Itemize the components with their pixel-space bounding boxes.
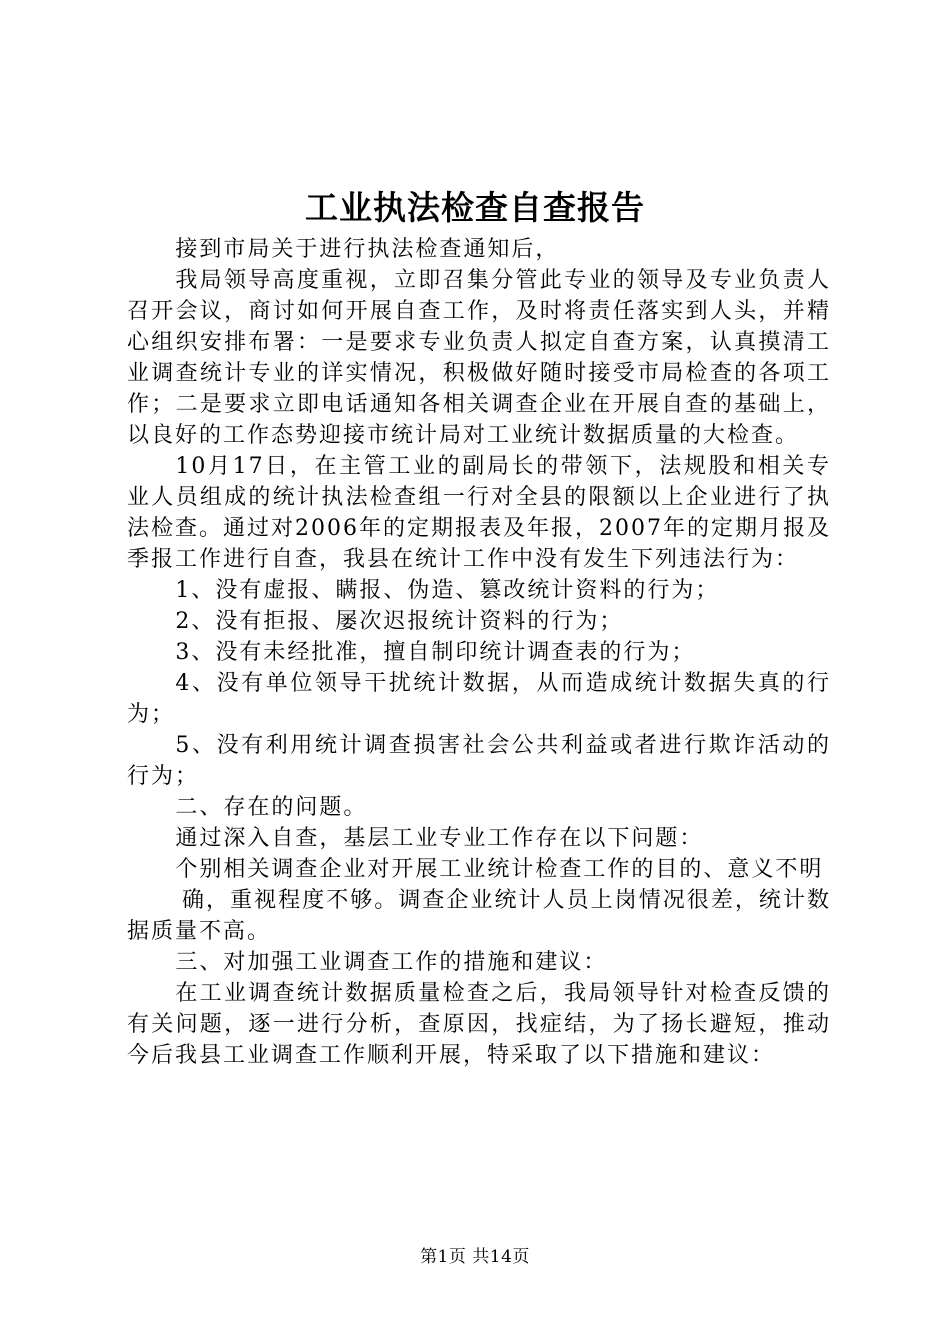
document-body: [127, 234, 831, 1071]
paragraph-problems-intro: 通过深入自查，基层工业专业工作存在以下问题：: [175, 826, 704, 851]
paragraph-leadership: 我局领导高度重视，立即召集分管此专业的领导及专业负责人召开会议，商讨如何开展自查工作，及时将责任落实到人头，并精心组织安排布署：一是要求专业负责人拟定自查方案，认真摸清工业调查统计专业的详实情况，积极做好随时接受市局检查的各项工作；二是要求立即电话通知各相关调查企业在开展自查的基础上，以良好的工作态势迎接市统计局对工业统计数据质量的大检查。: [127, 268, 831, 448]
paragraph-measures: 在工业调查统计数据质量检查之后，我局领导针对检查反馈的有关问题，逐一进行分析，查原因，找症结，为了扬长避短，推动今后我县工业调查工作顺利开展，特采取了以下措施和建议：: [127, 981, 831, 1068]
paragraph-problems-2: 确，重视程度不够。调查企业统计人员上岗情况很差，统计数据质量不高。: [127, 888, 831, 944]
section-heading-problems: 二、存在的问题。: [175, 795, 368, 820]
list-item-4: 4、没有单位领导干扰统计数据，从而造成统计数据失真的行为；: [127, 671, 831, 727]
list-item-3: 3、没有未经批准，擅自制印统计调查表的行为；: [175, 640, 696, 665]
list-item-1: 1、没有虚报、瞒报、伪造、篡改统计资料的行为；: [175, 578, 720, 603]
document-title: 工业执法检查自查报告: [305, 188, 645, 227]
list-item-2: 2、没有拒报、屡次迟报统计资料的行为；: [175, 609, 624, 634]
paragraph-problems-1: 个别相关调查企业对开展工业统计检查工作的目的、意义不明: [175, 857, 824, 882]
page-number: 第1页 共14页: [420, 1247, 530, 1267]
paragraph-notice: 接到市局关于进行执法检查通知后，: [175, 237, 560, 262]
paragraph-inspection: 10月17日，在主管工业的副局长的带领下，法规股和相关专业人员组成的统计执法检查组一行对全县的限额以上企业进行了执法检查。通过对2006年的定期报表及年报，2007年的定期月报及季报工作进行自查，我县在统计工作中没有发生下列违法行为：: [127, 454, 831, 572]
section-heading-measures: 三、对加强工业调查工作的措施和建议：: [175, 950, 608, 975]
list-item-5: 5、没有利用统计调查损害社会公共利益或者进行欺诈活动的行为；: [127, 733, 831, 789]
